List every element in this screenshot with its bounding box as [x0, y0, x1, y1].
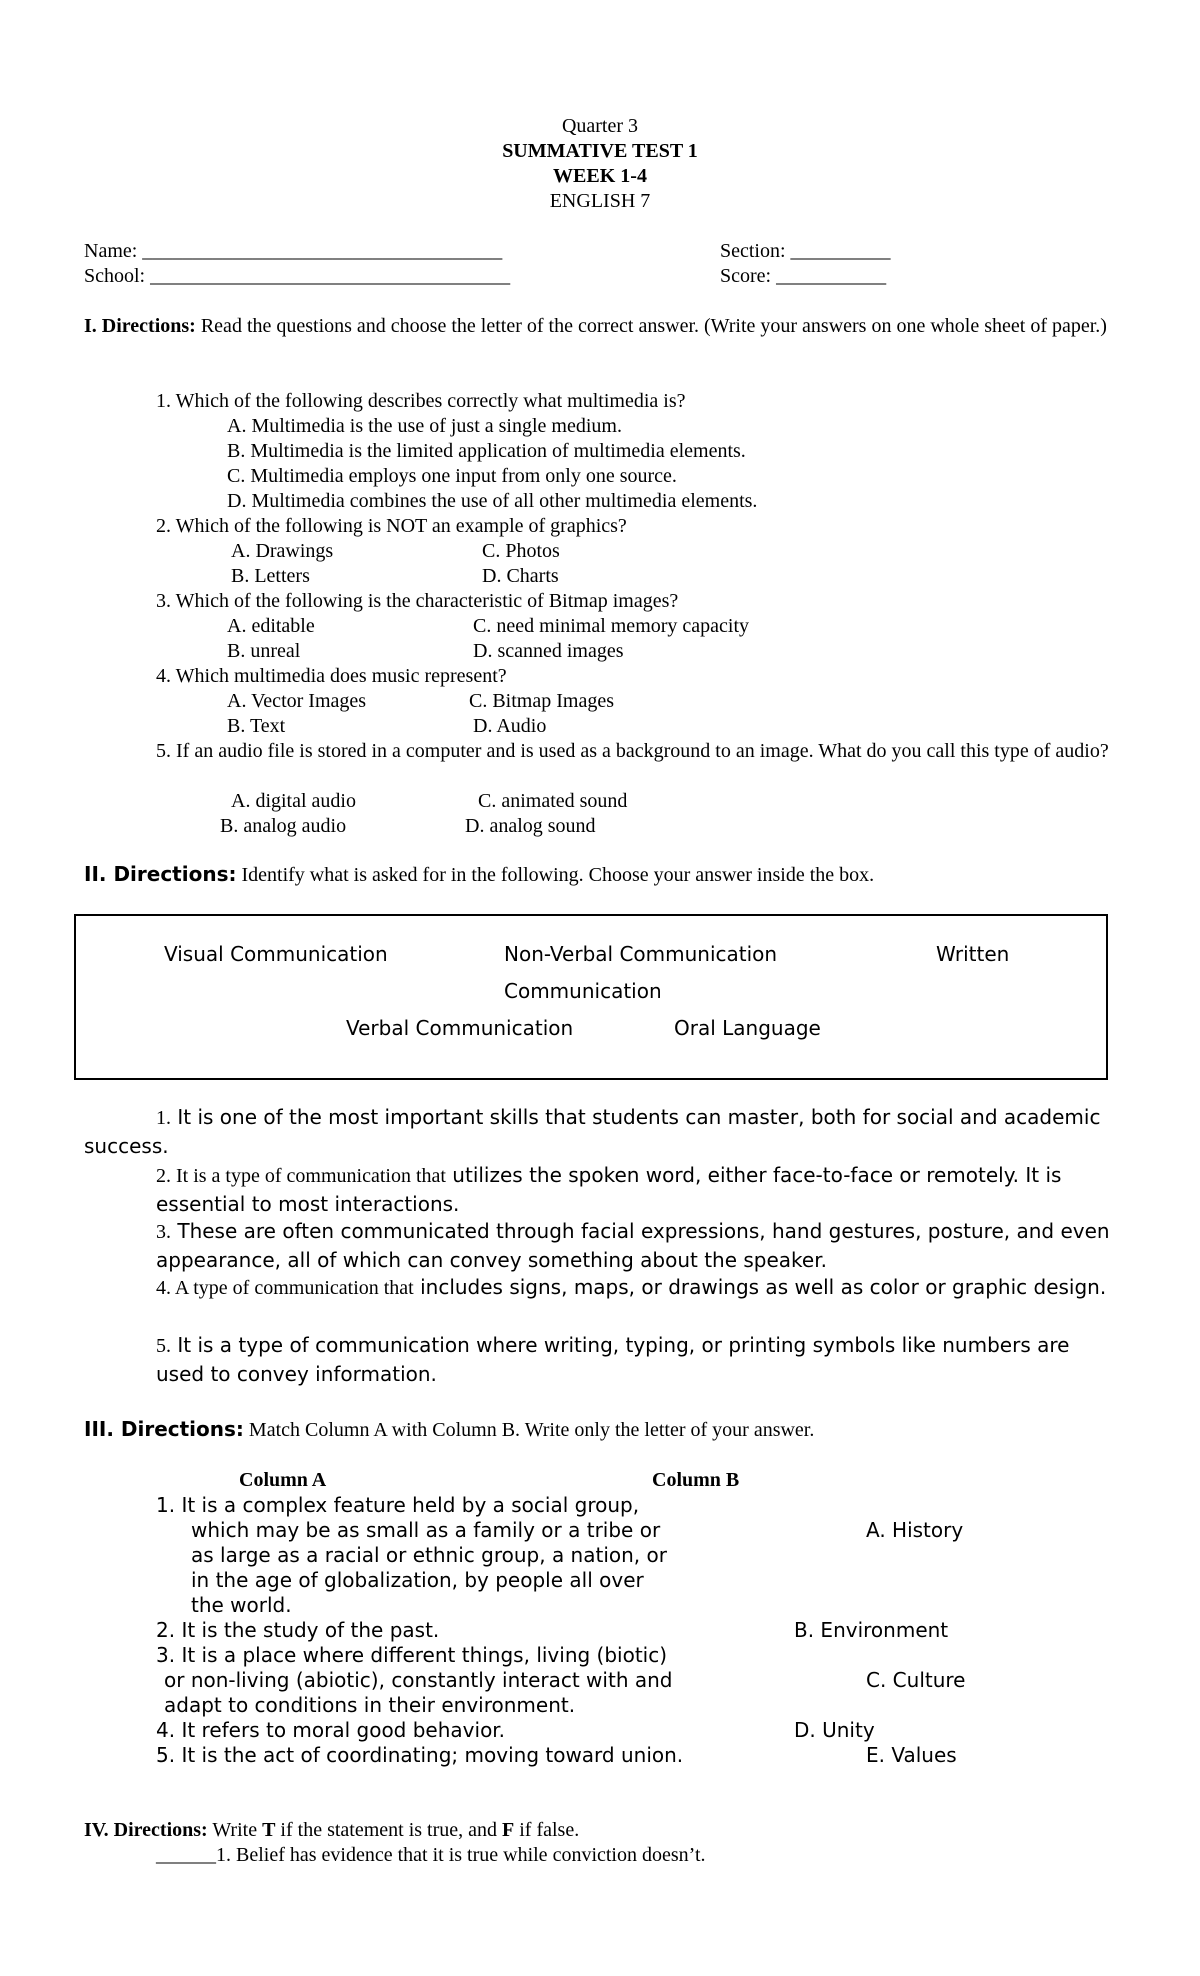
box-option-verbal: Verbal Communication — [346, 1016, 574, 1040]
q4-option-d: D. Audio — [473, 715, 547, 737]
q2-stem: 2. Which of the following is NOT an example of graphics? — [156, 515, 627, 537]
part4-item-1: ______1. Belief has evidence that it is true while conviction doesn’t. — [156, 1844, 706, 1866]
q5-option-b: B. analog audio — [220, 815, 347, 837]
col-a-item-1-line-1: 1. It is a complex feature held by a social group, — [156, 1493, 640, 1517]
test-title: SUMMATIVE TEST 1 — [502, 140, 698, 162]
part4-text-post: if false. — [514, 1819, 580, 1841]
part2-item-3-text: These are often communicated through facial expressions, hand gestures, posture, and even appearance, all of which can convey something about the speaker. — [156, 1219, 1110, 1272]
part1-directions — [84, 314, 1114, 339]
col-a-item-4: 4. It refers to moral good behavior. — [156, 1718, 506, 1742]
part3-label: III. Directions: — [84, 1417, 244, 1441]
q4-option-b: B. Text — [227, 715, 286, 737]
box-option-written-cont: Communication — [504, 979, 662, 1003]
q5-option-a: A. digital audio — [231, 790, 356, 812]
col-a-item-2: 2. It is the study of the past. — [156, 1618, 440, 1642]
col-b-item-a: A. History — [866, 1518, 964, 1542]
part3-text: Match Column A with Column B. Write only the letter of your answer. — [243, 1419, 815, 1441]
part4-false-letter: F — [502, 1819, 515, 1841]
col-a-item-1-line-2: which may be as small as a family or a tribe or — [191, 1518, 661, 1542]
section-field: Section: __________ — [720, 240, 891, 262]
part4-text-pre: Write — [207, 1819, 263, 1841]
part1-text: Read the questions and choose the letter of the correct answer. (Write your answers on one whole sheet of paper.) — [195, 315, 1107, 337]
subject-label: ENGLISH 7 — [549, 190, 651, 212]
part2-item-1-text: It is one of the most important skills that students can master, both for social and academic success. — [84, 1105, 1101, 1158]
part2-item-2-text: utilizes the spoken word, either face-to-face or remotely. It is essential to most interactions. — [156, 1163, 1062, 1216]
col-a-item-3-line-2: or non-living (abiotic), constantly interact with and — [164, 1668, 673, 1692]
q2-option-d: D. Charts — [482, 565, 559, 587]
part2-item-5 — [156, 1331, 1114, 1388]
part3-directions — [84, 1416, 814, 1443]
part2-item-4-text: includes signs, maps, or drawings as well as color or graphic design. — [413, 1275, 1107, 1299]
part4-true-letter: T — [262, 1819, 276, 1841]
quarter-label: Quarter 3 — [561, 115, 639, 137]
col-b-item-d: D. Unity — [794, 1718, 875, 1742]
part2-item-1 — [84, 1103, 1114, 1160]
q4-option-c: C. Bitmap Images — [469, 690, 614, 712]
box-option-written: Written — [936, 942, 1010, 966]
part2-item-2-num: 2. — [156, 1165, 171, 1187]
col-a-item-1-line-4: in the age of globalization, by people all over — [191, 1568, 644, 1592]
q5-stem: 5. If an audio file is stored in a computer and is used as a background to an image. What do you call this type of audio? — [156, 740, 1109, 762]
q3-option-b: B. unreal — [227, 640, 301, 662]
col-a-item-5: 5. It is the act of coordinating; moving toward union. — [156, 1743, 684, 1767]
part2-item-5-num: 5. — [156, 1335, 171, 1357]
part2-item-4-num: 4. — [156, 1277, 171, 1299]
col-b-item-b: B. Environment — [794, 1618, 949, 1642]
q3-option-d: D. scanned images — [473, 640, 624, 662]
q3-stem: 3. Which of the following is the characteristic of Bitmap images? — [156, 590, 679, 612]
col-b-item-c: C. Culture — [866, 1668, 966, 1692]
part2-item-3 — [156, 1217, 1114, 1274]
part2-item-3-num: 3. — [156, 1221, 171, 1243]
q3-option-a: A. editable — [227, 615, 315, 637]
part1-label: I. Directions: — [84, 315, 196, 337]
col-a-item-3-line-1: 3. It is a place where different things, living (biotic) — [156, 1643, 668, 1667]
part2-item-2-lead: It is a type of communication that — [171, 1165, 446, 1187]
col-a-item-1-line-5: the world. — [191, 1593, 292, 1617]
q5-option-c: C. animated sound — [478, 790, 628, 812]
q1-option-b: B. Multimedia is the limited application of multimedia elements. — [227, 440, 746, 462]
column-b-header: Column B — [652, 1469, 740, 1491]
week-label: WEEK 1-4 — [553, 165, 647, 187]
q4-stem: 4. Which multimedia does music represent? — [156, 665, 507, 687]
part2-text: Identify what is asked for in the following. Choose your answer inside the box. — [236, 864, 875, 886]
q1-option-a: A. Multimedia is the use of just a single medium. — [227, 415, 622, 437]
box-option-oral: Oral Language — [674, 1016, 821, 1040]
part2-directions — [84, 861, 874, 888]
part4-label: IV. Directions: — [84, 1819, 208, 1841]
q2-option-b: B. Letters — [231, 565, 310, 587]
q2-option-c: C. Photos — [482, 540, 560, 562]
name-field: Name: ____________________________________ — [84, 240, 503, 262]
part2-label: II. Directions: — [84, 862, 237, 886]
q1-option-c: C. Multimedia employs one input from only one source. — [227, 465, 677, 487]
q2-option-a: A. Drawings — [231, 540, 334, 562]
q1-stem: 1. Which of the following describes correctly what multimedia is? — [156, 390, 686, 412]
part2-item-4 — [156, 1273, 1114, 1302]
col-a-item-1-line-3: as large as a racial or ethnic group, a nation, or — [191, 1543, 667, 1567]
part2-item-2 — [156, 1161, 1114, 1218]
box-option-nonverbal: Non-Verbal Communication — [504, 942, 778, 966]
school-field: School: ____________________________________ — [84, 265, 511, 287]
box-option-visual: Visual Communication — [164, 942, 388, 966]
q1-option-d: D. Multimedia combines the use of all other multimedia elements. — [227, 490, 758, 512]
part2-item-4-lead: A type of communication that — [171, 1277, 414, 1299]
score-field: Score: ___________ — [720, 265, 887, 287]
part2-item-1-num: 1. — [156, 1107, 171, 1129]
part4-text-mid: if the statement is true, and — [275, 1819, 503, 1841]
q5-option-d: D. analog sound — [465, 815, 596, 837]
col-a-item-3-line-3: adapt to conditions in their environment. — [164, 1693, 576, 1717]
part2-item-5-text: It is a type of communication where writing, typing, or printing symbols like numbers are used to convey information. — [156, 1333, 1070, 1386]
col-b-item-e: E. Values — [866, 1743, 957, 1767]
q3-option-c: C. need minimal memory capacity — [473, 615, 750, 637]
column-a-header: Column A — [239, 1469, 327, 1491]
part4-directions — [84, 1818, 579, 1843]
q4-option-a: A. Vector Images — [227, 690, 367, 712]
